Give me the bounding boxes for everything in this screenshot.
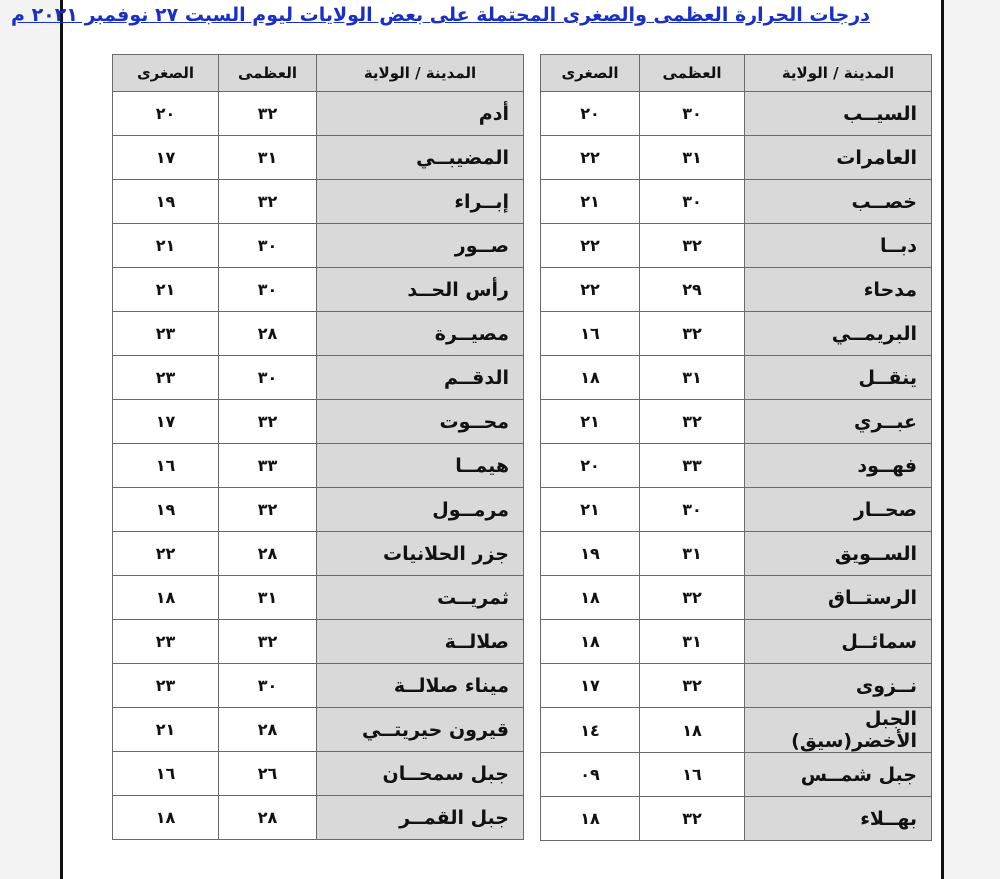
min-temp-cell: ٠٩ bbox=[541, 753, 640, 797]
min-temp-cell: ٢١ bbox=[541, 488, 640, 532]
table-row bbox=[541, 268, 932, 312]
min-temp-cell: ٢٣ bbox=[113, 620, 219, 664]
city-cell: الرستــاق bbox=[745, 576, 932, 620]
city-cell: رأس الحــد bbox=[317, 268, 524, 312]
header-min: الصغرى bbox=[541, 55, 640, 92]
max-temp-cell: ٣٢ bbox=[640, 664, 745, 708]
city-cell: صحــار bbox=[745, 488, 932, 532]
table-row bbox=[541, 576, 932, 620]
table-row bbox=[113, 444, 524, 488]
table-row bbox=[541, 444, 932, 488]
max-temp-cell: ٢٦ bbox=[219, 752, 317, 796]
table-row bbox=[541, 532, 932, 576]
table-row bbox=[541, 92, 932, 136]
table-row bbox=[113, 224, 524, 268]
header-max: العظمى bbox=[219, 55, 317, 92]
city-cell: مدحاء bbox=[745, 268, 932, 312]
table-row bbox=[113, 796, 524, 840]
table-row bbox=[541, 356, 932, 400]
min-temp-cell: ١٦ bbox=[113, 444, 219, 488]
table-row bbox=[113, 620, 524, 664]
max-temp-cell: ٣٢ bbox=[219, 400, 317, 444]
max-temp-cell: ٢٨ bbox=[219, 312, 317, 356]
table-row bbox=[113, 708, 524, 752]
header-max: العظمى bbox=[640, 55, 745, 92]
city-cell: السيــب bbox=[745, 92, 932, 136]
max-temp-cell: ٣٢ bbox=[640, 312, 745, 356]
min-temp-cell: ١٦ bbox=[541, 312, 640, 356]
city-cell: جبل القمــر bbox=[317, 796, 524, 840]
table-row bbox=[541, 664, 932, 708]
min-temp-cell: ١٨ bbox=[541, 356, 640, 400]
city-cell: ميناء صلالــة bbox=[317, 664, 524, 708]
max-temp-cell: ١٦ bbox=[640, 753, 745, 797]
temperature-table-left bbox=[112, 54, 524, 840]
min-temp-cell: ٢١ bbox=[541, 400, 640, 444]
table-row bbox=[541, 620, 932, 664]
max-temp-cell: ٢٩ bbox=[640, 268, 745, 312]
table-row bbox=[113, 576, 524, 620]
table-row bbox=[113, 136, 524, 180]
min-temp-cell: ١٧ bbox=[541, 664, 640, 708]
city-cell: مصيــرة bbox=[317, 312, 524, 356]
city-cell: جبل شمــس bbox=[745, 753, 932, 797]
city-cell: الســويق bbox=[745, 532, 932, 576]
max-temp-cell: ٣٣ bbox=[640, 444, 745, 488]
max-temp-cell: ٣٢ bbox=[640, 400, 745, 444]
min-temp-cell: ١٧ bbox=[113, 136, 219, 180]
city-cell: قيرون حيريتــي bbox=[317, 708, 524, 752]
max-temp-cell: ٣٢ bbox=[219, 488, 317, 532]
table-row bbox=[541, 797, 932, 841]
table-row bbox=[541, 708, 932, 753]
min-temp-cell: ٢١ bbox=[113, 224, 219, 268]
city-cell: نــزوى bbox=[745, 664, 932, 708]
city-cell: سمائــل bbox=[745, 620, 932, 664]
min-temp-cell: ٢٢ bbox=[113, 532, 219, 576]
max-temp-cell: ٣٢ bbox=[640, 224, 745, 268]
city-cell: ينقــل bbox=[745, 356, 932, 400]
city-cell: إبــراء bbox=[317, 180, 524, 224]
max-temp-cell: ٣٠ bbox=[219, 664, 317, 708]
max-temp-cell: ٣٠ bbox=[640, 180, 745, 224]
table-row bbox=[541, 180, 932, 224]
min-temp-cell: ١٨ bbox=[113, 796, 219, 840]
min-temp-cell: ١٧ bbox=[113, 400, 219, 444]
min-temp-cell: ١٩ bbox=[113, 488, 219, 532]
city-cell: عبــري bbox=[745, 400, 932, 444]
page-title: درجات الحرارة العظمى والصغرى المحتملة على بعض الولايات ليوم السبت ٢٧ نوفمبر ٢٠٢١ م bbox=[11, 4, 870, 26]
temperature-table-right bbox=[540, 54, 932, 841]
city-cell: هيمــا bbox=[317, 444, 524, 488]
city-cell: صلالــة bbox=[317, 620, 524, 664]
city-cell: خصــب bbox=[745, 180, 932, 224]
min-temp-cell: ٢٣ bbox=[113, 664, 219, 708]
city-cell: أدم bbox=[317, 92, 524, 136]
max-temp-cell: ٣١ bbox=[219, 136, 317, 180]
city-cell: مرمــول bbox=[317, 488, 524, 532]
city-cell: المضيبــي bbox=[317, 136, 524, 180]
min-temp-cell: ٢٢ bbox=[541, 268, 640, 312]
table-row bbox=[113, 356, 524, 400]
table-header-row bbox=[113, 55, 524, 92]
min-temp-cell: ١٨ bbox=[541, 797, 640, 841]
city-cell: فهــود bbox=[745, 444, 932, 488]
min-temp-cell: ١٨ bbox=[541, 620, 640, 664]
max-temp-cell: ٣٠ bbox=[219, 356, 317, 400]
table-header-row bbox=[541, 55, 932, 92]
max-temp-cell: ٣٢ bbox=[219, 92, 317, 136]
min-temp-cell: ٢١ bbox=[113, 708, 219, 752]
city-cell: بهــلاء bbox=[745, 797, 932, 841]
header-min: الصغرى bbox=[113, 55, 219, 92]
min-temp-cell: ٢٢ bbox=[541, 136, 640, 180]
max-temp-cell: ٢٨ bbox=[219, 796, 317, 840]
city-cell: ثمريــت bbox=[317, 576, 524, 620]
city-cell: العامرات bbox=[745, 136, 932, 180]
table-row bbox=[113, 180, 524, 224]
table-row bbox=[541, 753, 932, 797]
min-temp-cell: ٢٠ bbox=[541, 444, 640, 488]
max-temp-cell: ٢٨ bbox=[219, 708, 317, 752]
min-temp-cell: ١٦ bbox=[113, 752, 219, 796]
min-temp-cell: ٢٠ bbox=[541, 92, 640, 136]
max-temp-cell: ١٨ bbox=[640, 708, 745, 753]
table-row bbox=[541, 224, 932, 268]
table-row bbox=[541, 488, 932, 532]
table-row bbox=[113, 532, 524, 576]
max-temp-cell: ٣٠ bbox=[640, 488, 745, 532]
max-temp-cell: ٣١ bbox=[640, 136, 745, 180]
city-cell: الجبل الأخضر(سيق) bbox=[745, 708, 932, 753]
max-temp-cell: ٣١ bbox=[640, 532, 745, 576]
max-temp-cell: ٣١ bbox=[640, 356, 745, 400]
min-temp-cell: ١٨ bbox=[541, 576, 640, 620]
header-city: المدينة / الولاية bbox=[317, 55, 524, 92]
min-temp-cell: ١٩ bbox=[541, 532, 640, 576]
city-cell: البريمــي bbox=[745, 312, 932, 356]
max-temp-cell: ٣١ bbox=[640, 620, 745, 664]
min-temp-cell: ٢٢ bbox=[541, 224, 640, 268]
table-row bbox=[541, 136, 932, 180]
table-row bbox=[541, 400, 932, 444]
min-temp-cell: ١٤ bbox=[541, 708, 640, 753]
min-temp-cell: ٢٣ bbox=[113, 356, 219, 400]
min-temp-cell: ٢٠ bbox=[113, 92, 219, 136]
table-row bbox=[113, 312, 524, 356]
table-row bbox=[113, 664, 524, 708]
table-row bbox=[541, 312, 932, 356]
max-temp-cell: ٣٢ bbox=[219, 180, 317, 224]
city-cell: صــور bbox=[317, 224, 524, 268]
max-temp-cell: ٣٢ bbox=[219, 620, 317, 664]
table-row bbox=[113, 488, 524, 532]
max-temp-cell: ٢٨ bbox=[219, 532, 317, 576]
city-cell: جزر الحلانيات bbox=[317, 532, 524, 576]
max-temp-cell: ٣٢ bbox=[640, 797, 745, 841]
max-temp-cell: ٣٢ bbox=[640, 576, 745, 620]
max-temp-cell: ٣١ bbox=[219, 576, 317, 620]
table-row bbox=[113, 400, 524, 444]
max-temp-cell: ٣٠ bbox=[219, 224, 317, 268]
header-city: المدينة / الولاية bbox=[745, 55, 932, 92]
min-temp-cell: ١٩ bbox=[113, 180, 219, 224]
max-temp-cell: ٣٠ bbox=[219, 268, 317, 312]
max-temp-cell: ٣٣ bbox=[219, 444, 317, 488]
max-temp-cell: ٣٠ bbox=[640, 92, 745, 136]
city-cell: الدقــم bbox=[317, 356, 524, 400]
table-row bbox=[113, 268, 524, 312]
min-temp-cell: ٢١ bbox=[113, 268, 219, 312]
table-row bbox=[113, 92, 524, 136]
city-cell: دبــا bbox=[745, 224, 932, 268]
min-temp-cell: ٢٣ bbox=[113, 312, 219, 356]
table-row bbox=[113, 752, 524, 796]
city-cell: جبل سمحــان bbox=[317, 752, 524, 796]
min-temp-cell: ١٨ bbox=[113, 576, 219, 620]
min-temp-cell: ٢١ bbox=[541, 180, 640, 224]
city-cell: محــوت bbox=[317, 400, 524, 444]
